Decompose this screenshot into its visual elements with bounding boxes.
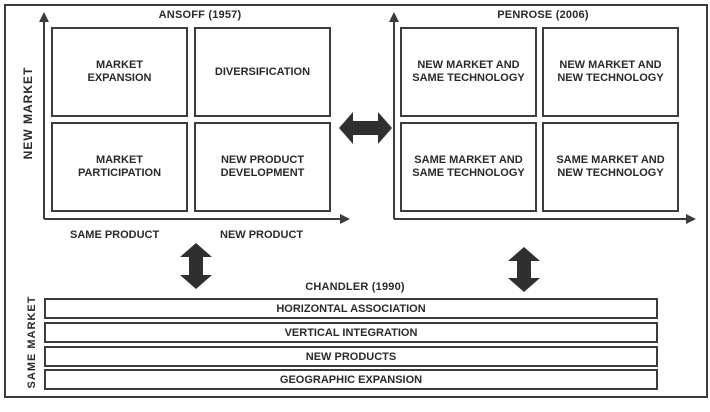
ansoff-x-arrowhead: [340, 214, 350, 224]
ansoff-cell-bottom-left: MARKET PARTICIPATION: [51, 122, 188, 212]
penrose-x-arrowhead: [686, 214, 696, 224]
chandler-title: CHANDLER (1990): [305, 281, 405, 293]
ansoff-y-axis-label: NEW MARKET: [21, 66, 35, 160]
chandler-item-vertical-integration: VERTICAL INTEGRATION: [44, 322, 658, 343]
penrose-cell-bottom-right: SAME MARKET AND NEW TECHNOLOGY: [542, 122, 679, 212]
ansoff-x-label-new-product: NEW PRODUCT: [220, 229, 304, 241]
double-arrow-vertical-left: [180, 243, 212, 289]
chandler-item-geographic-expansion: GEOGRAPHIC EXPANSION: [44, 369, 658, 390]
ansoff-x-label-same-product: SAME PRODUCT: [70, 229, 160, 241]
ansoff-y-arrowhead: [39, 12, 49, 22]
ansoff-cell-bottom-right: NEW PRODUCT DEVELOPMENT: [194, 122, 331, 212]
ansoff-cell-top-right: DIVERSIFICATION: [194, 27, 331, 117]
chandler-item-new-products: NEW PRODUCTS: [44, 346, 658, 367]
chandler-y-axis-label: SAME MARKET: [26, 295, 38, 389]
ansoff-title: ANSOFF (1957): [158, 9, 242, 21]
ansoff-cell-top-left: MARKET EXPANSION: [51, 27, 188, 117]
chandler-item-horizontal-association: HORIZONTAL ASSOCIATION: [44, 298, 658, 319]
double-arrow-horizontal: [339, 112, 392, 144]
penrose-title: PENROSE (2006): [497, 9, 589, 21]
penrose-cell-top-right: NEW MARKET AND NEW TECHNOLOGY: [542, 27, 679, 117]
penrose-y-arrowhead: [389, 12, 399, 22]
penrose-cell-top-left: NEW MARKET AND SAME TECHNOLOGY: [400, 27, 537, 117]
penrose-cell-bottom-left: SAME MARKET AND SAME TECHNOLOGY: [400, 122, 537, 212]
double-arrow-vertical-right: [508, 247, 540, 292]
